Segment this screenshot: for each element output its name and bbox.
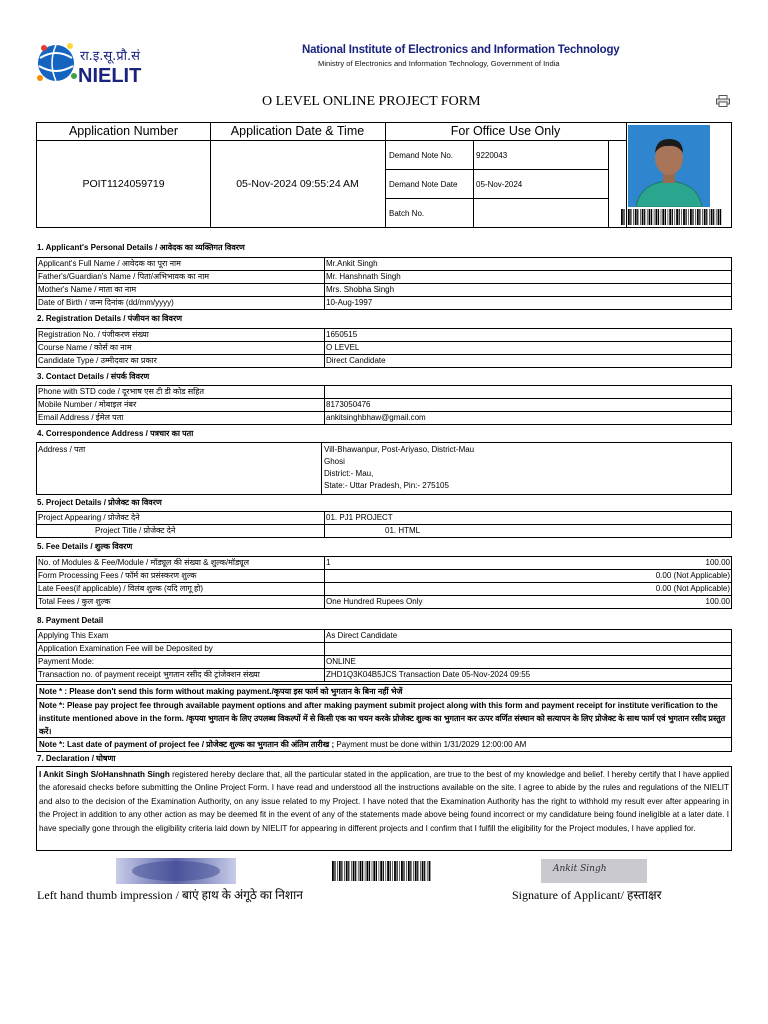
barcode-bar	[709, 209, 710, 225]
field-value: As Direct Candidate	[325, 630, 732, 643]
logo-hindi-text: रा.इ.सू.प्रौ.सं	[80, 49, 140, 64]
barcode-bar	[358, 861, 359, 881]
field-label: Applicant's Full Name / आवेदक का पूरा नाम	[37, 258, 325, 271]
barcode-bar	[369, 861, 370, 881]
payment-note-1: Note * : Please don't send this form without making payment./कृपया इस फार्म को भुगतान के बिना नहीं भेजें	[36, 684, 732, 699]
field-value: ONLINE	[325, 656, 732, 669]
barcode-bar	[362, 861, 363, 881]
field-value: Mrs. Shobha Singh	[325, 284, 732, 297]
barcode-bar	[679, 209, 680, 225]
barcode-bar	[672, 209, 673, 225]
address-label: Address / पता	[37, 443, 322, 494]
table-row	[37, 570, 732, 583]
field-value: 10-Aug-1997	[325, 297, 732, 310]
barcode-bar	[699, 209, 700, 225]
barcode-bar	[695, 209, 696, 225]
barcode-bar	[346, 861, 348, 881]
field-label: Payment Mode:	[37, 656, 325, 669]
table-row	[37, 399, 732, 412]
barcode-bar	[649, 209, 651, 225]
application-block	[36, 122, 732, 228]
barcode-bar	[367, 861, 369, 881]
barcode-bar	[681, 209, 682, 225]
barcode-bar	[688, 209, 689, 225]
barcode-bar	[413, 861, 414, 881]
barcode-bar	[644, 209, 645, 225]
field-label: Late Fees(if applicable) / विलंब शुल्क (यदि लागू हो)	[37, 583, 325, 596]
barcode-bar	[692, 209, 693, 225]
barcode-bar	[408, 861, 410, 881]
note3-text: Payment must be done within 1/31/2029 12:00:00 AM	[334, 740, 527, 749]
declaration-name: I Ankit Singh S/oHanshnath Singh	[39, 770, 170, 779]
barcode-bar	[716, 209, 717, 225]
barcode-bar	[429, 861, 431, 881]
barcode-bar	[665, 209, 666, 225]
declaration-body: registered hereby declare that, all the particular stated in the application, are true to the best of my knowledge and belief. I hereby certify that I have applied the aforesaid checks before submitting the Online Project Form. I have read and understood all the instructions available on the site. I agree to abide by the rules and regulations of the NIELIT and also to the decision of the Examination Authority, on any issue related to my Project. I have noted that the Examination Authority has the right to withhold my result ever after appearing in the Project in addition to any other action as may be deemed fit in the event of any of the statements made above being found incorrect or my candidature being found ineligible at a later date. I have specially gone through the eligibility criteria laid down by NIELIT for appearing in different projects and I confirm that I fulfill the eligibility for the Project modules, I have applied for.	[39, 770, 729, 833]
barcode-bar	[661, 209, 662, 225]
barcode-bar	[702, 209, 703, 225]
field-value: Mr. Hanshnath Singh	[325, 271, 732, 284]
applicant-signature	[541, 859, 647, 883]
barcode-bar	[422, 861, 424, 881]
barcode-bar	[621, 209, 623, 225]
field-value: 8173050476	[325, 399, 732, 412]
field-modules	[325, 583, 498, 596]
barcode-bar	[662, 209, 664, 225]
barcode-bar	[387, 861, 389, 881]
table-row	[37, 512, 732, 525]
field-label: Mobile Number / मोबाइल नंबर	[37, 399, 325, 412]
barcode-bar	[379, 861, 380, 881]
address-line: Ghosi	[324, 457, 345, 466]
barcode-bar	[355, 861, 356, 881]
barcode-bar	[417, 861, 418, 881]
barcode-bar	[376, 861, 377, 881]
field-value: 100.00	[497, 596, 732, 609]
form-title: O LEVEL ONLINE PROJECT FORM	[262, 94, 481, 109]
barcode-bar	[401, 861, 403, 881]
demand-note-no-label: Demand Note No.	[389, 151, 454, 160]
table-row	[37, 656, 732, 669]
address-value	[324, 444, 474, 492]
barcode-bar	[372, 861, 373, 881]
address-title: 4. Correspondence Address / पत्रचार का पता	[37, 429, 194, 438]
application-number-value: POIT1124059719	[82, 178, 165, 190]
barcode-bar	[720, 209, 721, 225]
field-value: Mr.Ankit Singh	[325, 258, 732, 271]
barcode-bar	[628, 209, 630, 225]
field-label: Application Examination Fee will be Deposited by	[37, 643, 325, 656]
field-label: No. of Modules & Fee/Module / मॉड्यूल की संख्या & शुल्क/मॉड्यूल	[37, 557, 325, 570]
note3-label: Note *: Last date of payment of project fee / प्रोजेक्ट शुल्क का भुगतान की अंतिम तारीख ;	[39, 740, 335, 749]
project-details-title: 5. Project Details / प्रोजेक्ट का विवरण	[37, 498, 162, 507]
personal-details-title: 1. Applicant's Personal Details / आवेदक का व्यक्तिगत विवरण	[37, 243, 245, 252]
field-value: ZHD1Q3K04B5JCS Transaction Date 05-Nov-2024 09:55	[325, 669, 732, 682]
barcode-bar	[383, 861, 384, 881]
field-label: Project Title / प्रोजेक्ट देने	[37, 525, 325, 538]
barcode-bar	[686, 209, 687, 225]
ministry-name: Ministry of Electronics and Information Technology, Government of India	[318, 59, 560, 68]
field-label: Father's/Guardian's Name / पिता/अभिभावक का नाम	[37, 271, 325, 284]
contact-details-table	[36, 385, 732, 425]
field-value: 01. PJ1 PROJECT	[325, 512, 732, 525]
table-row	[37, 284, 732, 297]
barcode-bar	[697, 209, 699, 225]
fee-details-title: 5. Fee Details / शुल्क विवरण	[37, 542, 133, 551]
barcode-bar	[351, 861, 352, 881]
barcode-bar	[399, 861, 400, 881]
field-value: ankitsinghbhaw@gmail.com	[325, 412, 732, 425]
table-row	[37, 258, 732, 271]
barcode-bar	[668, 209, 669, 225]
field-value	[325, 386, 732, 399]
table-row	[37, 412, 732, 425]
table-row	[37, 329, 732, 342]
field-label: Mother's Name / माता का नाम	[37, 284, 325, 297]
barcode-bar	[640, 209, 641, 225]
address-line: Vill-Bhawanpur, Post-Ariyaso, District-Mau	[324, 445, 475, 454]
field-value: 0.00 (Not Applicable)	[497, 570, 732, 583]
registration-details-title: 2. Registration Details / पंजीयन का विवरण	[37, 314, 183, 323]
barcode-bar	[386, 861, 387, 881]
barcode-bar	[353, 861, 355, 881]
institute-name: National Institute of Electronics and Information Technology	[302, 44, 620, 56]
application-number-header: Application Number	[68, 124, 179, 138]
barcode-bar	[427, 861, 428, 881]
field-label: Phone with STD code / दूरभाष एस टी डी कोड सहित	[37, 386, 325, 399]
barcode-bar	[683, 209, 685, 225]
barcode-bar	[626, 209, 627, 225]
barcode-bar	[690, 209, 692, 225]
batch-no-label: Batch No.	[389, 209, 425, 218]
barcode-bar	[651, 209, 652, 225]
address-line: District:- Mau,	[324, 469, 374, 478]
table-row	[37, 271, 732, 284]
barcode-bar	[642, 209, 644, 225]
field-value: 01. HTML	[325, 525, 732, 538]
barcode-bar	[658, 209, 659, 225]
barcode-bar	[630, 209, 631, 225]
demand-note-date-value: 05-Nov-2024	[476, 180, 523, 189]
barcode-bar	[365, 861, 366, 881]
barcode-bar	[654, 209, 655, 225]
registration-details-table	[36, 328, 732, 368]
field-label: Course Name / कोर्स का नाम	[37, 342, 325, 355]
table-row	[37, 583, 732, 596]
barcode-bar	[633, 209, 634, 225]
barcode-bar	[337, 861, 338, 881]
table-row	[37, 669, 732, 682]
nielit-logo	[34, 36, 164, 90]
field-label: Project Appearing / प्रोजेक्ट देने	[37, 512, 325, 525]
declaration-text	[36, 766, 732, 851]
payment-note-3	[36, 737, 732, 752]
barcode-bar	[676, 209, 678, 225]
signature-text: Ankit Singh	[553, 864, 607, 874]
table-row	[37, 596, 732, 609]
logo-text: NIELIT	[78, 65, 142, 87]
table-row	[37, 355, 732, 368]
barcode-bar	[392, 861, 393, 881]
barcode-bar	[669, 209, 671, 225]
field-value: 1650515	[325, 329, 732, 342]
barcode-bar	[713, 209, 714, 225]
barcode-top	[620, 209, 724, 225]
thumb-impression	[116, 858, 236, 884]
table-row	[37, 386, 732, 399]
printer-icon[interactable]	[716, 95, 730, 107]
barcode-bar	[635, 209, 637, 225]
field-label: Candidate Type / उम्मीदवार का प्रकार	[37, 355, 325, 368]
applicant-photo	[628, 125, 710, 207]
field-modules	[325, 570, 498, 583]
payment-detail-title: 8. Payment Detail	[37, 616, 104, 625]
field-label: Email Address / ईमेल पता	[37, 412, 325, 425]
field-value: O LEVEL	[325, 342, 732, 355]
field-value: Direct Candidate	[325, 355, 732, 368]
demand-note-no-value: 9220043	[476, 151, 508, 160]
field-label: Date of Birth / जन्म दिनांक (dd/mm/yyyy)	[37, 297, 325, 310]
barcode-bar	[420, 861, 421, 881]
field-modules: One Hundred Rupees Only	[325, 596, 498, 609]
barcode-bar	[334, 861, 335, 881]
barcode-bar	[380, 861, 382, 881]
barcode-bar	[675, 209, 676, 225]
table-row	[37, 342, 732, 355]
barcode-bar	[406, 861, 407, 881]
field-label: Total Fees / कुल शुल्क	[37, 596, 325, 609]
field-label: Form Processing Fees / फॉर्म का प्रसंस्करण शुल्क	[37, 570, 325, 583]
address-box	[36, 442, 732, 495]
barcode-bar	[704, 209, 706, 225]
table-row	[37, 643, 732, 656]
barcode-bar	[424, 861, 425, 881]
barcode-bar	[360, 861, 362, 881]
barcode-bar	[711, 209, 713, 225]
barcode-bar	[637, 209, 638, 225]
application-datetime-value: 05-Nov-2024 09:55:24 AM	[236, 178, 359, 190]
field-label: Transaction no. of payment receipt भुगतान रसीद की ट्रांजेक्शन संख्या	[37, 669, 325, 682]
barcode-bar	[656, 209, 658, 225]
table-row	[37, 525, 732, 538]
contact-details-title: 3. Contact Details / संपर्क विवरण	[37, 372, 150, 381]
table-row	[37, 630, 732, 643]
demand-note-date-label: Demand Note Date	[389, 180, 458, 189]
thumb-impression-label: Left hand thumb impression / बाएं हाथ के अंगूठे का निशान	[37, 888, 303, 902]
barcode-bar	[341, 861, 342, 881]
barcode-bar	[344, 861, 345, 881]
field-modules: 1	[325, 557, 498, 570]
barcode-bar	[332, 861, 334, 881]
barcode-bar	[410, 861, 411, 881]
payment-note-2: Note *: Please pay project fee through available payment options and after making payment submit project along with this form and payment receipt for institute verification to the institute mentioned above in the form. /कृपया भुगतान के लिए उपलब्ध विकल्पों में से किसी एक का चयन करके प्रोजेक्ट शुल्क का भुगतान कर ऊपर वर्णित संस्थान को सत्यापन के लिए प्रोजेक्ट के साथ फार्म एवं भुगतान रसीद प्रस्तुत करें।	[36, 698, 732, 738]
barcode-bar	[373, 861, 375, 881]
barcode-bar	[394, 861, 396, 881]
barcode-bar	[397, 861, 398, 881]
barcode-bar	[415, 861, 417, 881]
field-label: Applying This Exam	[37, 630, 325, 643]
globe-icon	[37, 43, 77, 81]
application-date-header: Application Date & Time	[230, 124, 365, 138]
project-details-table	[36, 511, 732, 538]
field-value: 100.00	[497, 557, 732, 570]
table-row	[37, 297, 732, 310]
signature-label: Signature of Applicant/ हस्ताक्षर	[512, 888, 662, 902]
barcode-bar	[718, 209, 720, 225]
fee-details-table	[36, 556, 732, 609]
barcode-bar	[390, 861, 391, 881]
barcode-bottom	[331, 861, 431, 881]
barcode-bar	[403, 861, 404, 881]
field-label: Registration No. / पंजीकरण संख्या	[37, 329, 325, 342]
office-use-header: For Office Use Only	[450, 124, 561, 138]
barcode-bar	[348, 861, 349, 881]
field-value: 0.00 (Not Applicable)	[497, 583, 732, 596]
address-line: State:- Uttar Pradesh, Pin:- 275105	[324, 481, 449, 490]
personal-details-table	[36, 257, 732, 310]
barcode-bar	[706, 209, 707, 225]
barcode-bar	[647, 209, 648, 225]
barcode-bar	[339, 861, 341, 881]
barcode-bar	[623, 209, 624, 225]
field-value	[325, 643, 732, 656]
table-row	[37, 557, 732, 570]
declaration-title: 7. Declaration / घोषणा	[37, 754, 116, 763]
payment-detail-table	[36, 629, 732, 682]
